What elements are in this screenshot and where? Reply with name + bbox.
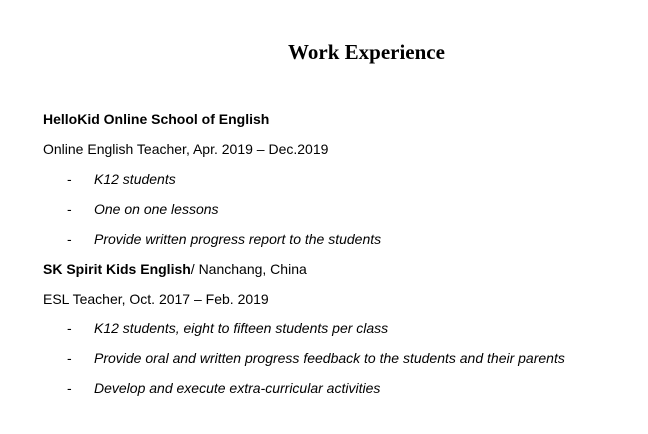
bullet-dash: - [67,171,72,187]
duty-text: One on one lessons [94,201,219,217]
list-item [67,230,381,248]
bullet-dash: - [67,201,72,217]
duty-text: K12 students [94,171,176,187]
duty-text: Provide oral and written progress feedback to the students and their parents [94,350,565,366]
list-item [67,319,388,337]
employer-name: HelloKid Online School of English [43,111,270,127]
employer-line [43,260,307,278]
bullet-dash: - [67,380,72,396]
duty-text: Develop and execute extra-curricular activities [94,380,381,396]
bullet-dash: - [67,320,72,336]
list-item [67,349,565,367]
list-item [67,200,219,218]
list-item [67,379,380,397]
employer-name: SK Spirit Kids English [43,261,191,277]
employer-location: / Nanchang, China [190,261,307,277]
job-role: Online English Teacher, Apr. 2019 – Dec.2019 [43,141,329,157]
duty-text: Provide written progress report to the students [94,231,382,247]
list-item [67,170,176,188]
job-role: ESL Teacher, Oct. 2017 – Feb. 2019 [43,291,269,307]
bullet-dash: - [67,350,72,366]
section-heading: Work Experience [288,40,445,64]
bullet-dash: - [67,231,72,247]
duty-text: K12 students, eight to fifteen students per class [94,320,389,336]
